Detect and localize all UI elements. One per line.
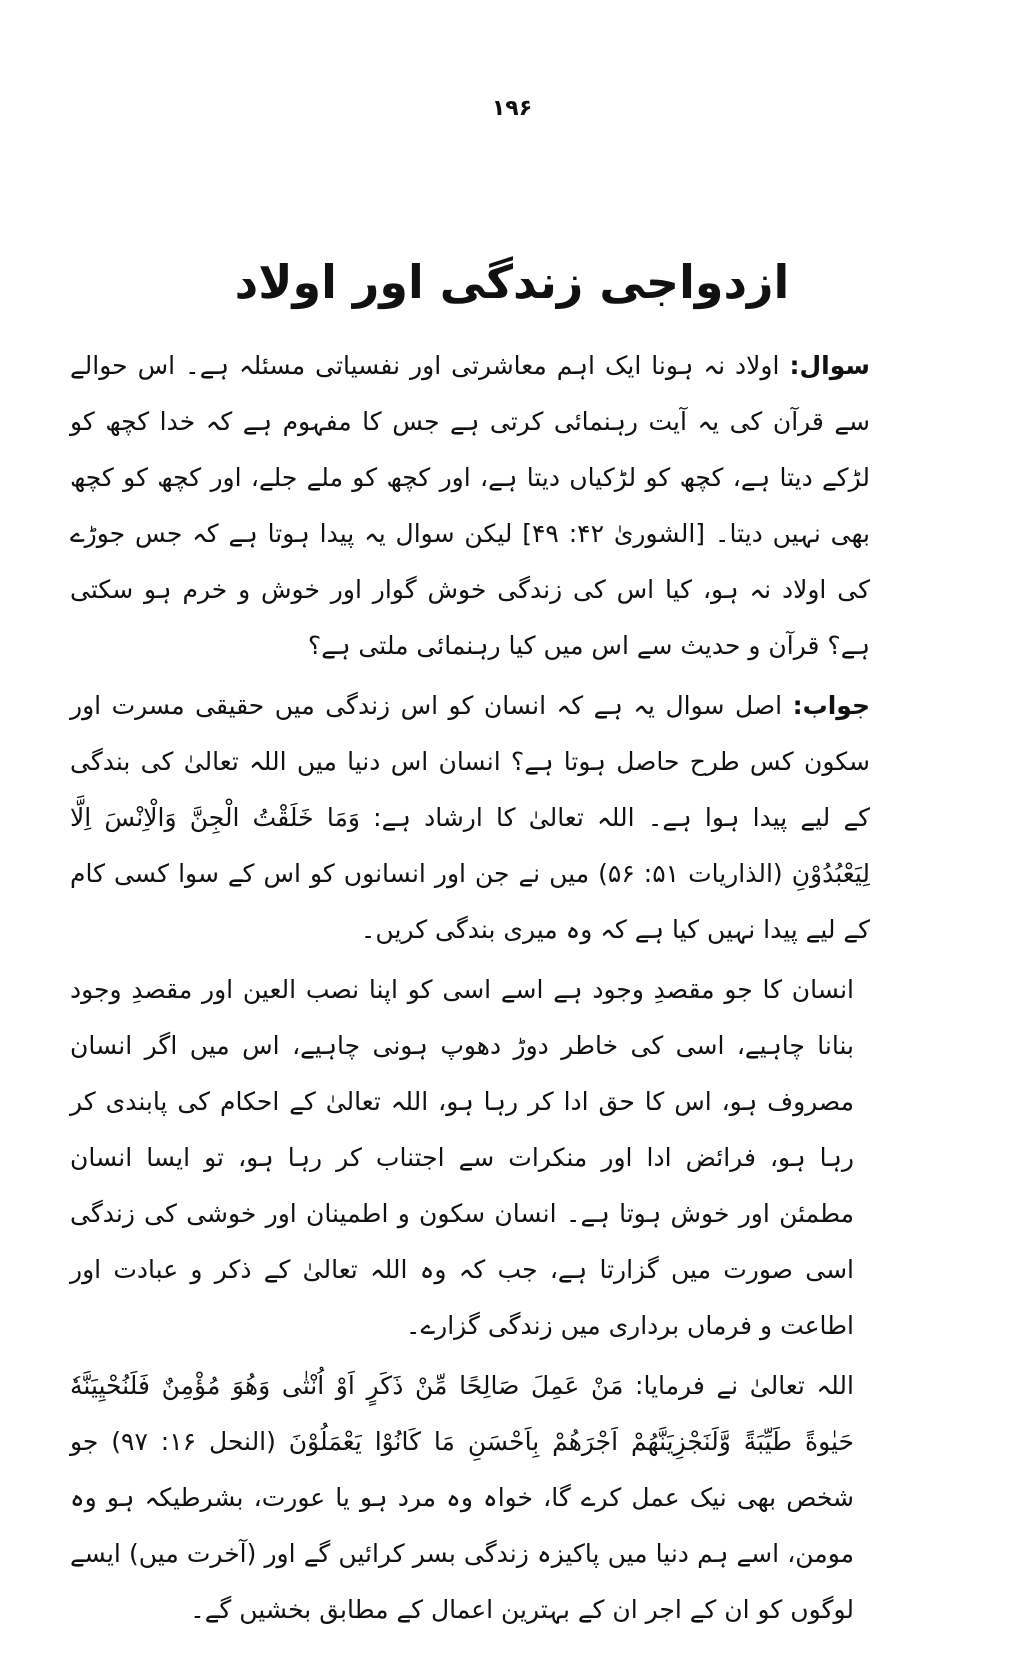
quran-reference-1: (الذاریات ۵۱: ۵۶): [598, 859, 783, 888]
quran-quote-2: مَنْ عَمِلَ صَالِحًا مِّنْ ذَكَرٍ اَوْ اُنْثٰى وَهُوَ مُؤْمِنٌ فَلَنُحْيِيَنَّهٗ حَيٰوةً طَيِّبَةً وَّلَنَجْزِيَنَّهُمْ اَجْرَهُمْ بِاَحْسَنِ مَا كَانُوْا يَعْمَلُوْنَ: [70, 1371, 854, 1456]
paragraph-3-text: جو شخص بھی نیک عمل کرے گا، خواہ وہ مرد ہو یا عورت، بشرطیکہ ہو وہ مومن، اسے ہم دنیا میں پاکیزہ زندگی بسر کرائیں گے اور (آخرت میں) ایسے لوگوں کو ان کے اجر ان کے بہترین اعمال کے مطابق بخشیں گے۔: [70, 1427, 854, 1624]
question-paragraph: [70, 338, 870, 674]
answer-text-2: میں نے جن اور انسانوں کو اس کے سوا کسی کام کے لیے پیدا نہیں کیا ہے کہ وہ میری بندگی کریں۔: [70, 859, 870, 944]
paragraph-2: [70, 962, 870, 1354]
quran-reference-2: (النحل ۱۶: ۹۷): [111, 1427, 276, 1456]
page-number: ۱۹۶: [491, 96, 533, 121]
quran-quote-1: وَمَا خَلَقْتُ الْجِنَّ وَالْاِنْسَ اِلَّا لِيَعْبُدُوْنِ: [70, 803, 871, 888]
paragraph-2-text: انسان کا جو مقصدِ وجود ہے اسے اسی کو اپنا نصب العین اور مقصدِ وجود بنانا چاہیے، اسی کی خاطر دوڑ دھوپ ہونی چاہیے، اس میں اگر انسان مصروف ہو، اس کا حق ادا کر رہا ہو، اللہ تعالیٰ کے احکام کی پابندی کر رہا ہو، فرائض ادا اور منکرات سے اجتناب کر رہا ہو، تو ایسا انسان مطمئن اور خوش ہوتا ہے۔ انسان سکون و اطمینان اور خوشی کی زندگی اسی صورت میں گزارتا ہے، جب کہ وہ اللہ تعالیٰ کے ذکر و عبادت اور اطاعت و فرماں برداری میں زندگی گزارے۔: [70, 975, 854, 1340]
answer-label: جواب:: [792, 691, 870, 720]
paragraph-3-intro: اللہ تعالیٰ نے فرمایا:: [635, 1371, 854, 1400]
question-label: سوال:: [789, 351, 870, 380]
chapter-title: ازدواجی زندگی اور اولاد: [234, 255, 790, 309]
body-text: [70, 338, 870, 1642]
answer-paragraph: [70, 678, 870, 958]
paragraph-3: [70, 1358, 870, 1638]
question-text: اولاد نہ ہونا ایک اہم معاشرتی اور نفسیاتی مسئلہ ہے۔ اس حوالے سے قرآن کی یہ آیت رہنمائی کرتی ہے جس کا مفہوم ہے کہ خدا کچھ کو لڑکے دیتا ہے، کچھ کو لڑکیاں دیتا ہے، اور کچھ کو ملے جلے، اور کچھ کو کچھ بھی نہیں دیتا۔ [الشوریٰ ۴۲: ۴۹] لیکن سوال یہ پیدا ہوتا ہے کہ جس جوڑے کی اولاد نہ ہو، کیا اس کی زندگی خوش گوار اور خوش و خرم ہو سکتی ہے؟ قرآن و حدیث سے اس میں کیا رہنمائی ملتی ہے؟: [70, 351, 870, 660]
answer-text-1: اصل سوال یہ ہے کہ انسان کو اس زندگی میں حقیقی مسرت اور سکون کس طرح حاصل ہوتا ہے؟ انسان اس دنیا میں اللہ تعالیٰ کی بندگی کے لیے پیدا ہوا ہے۔ اللہ تعالیٰ کا ارشاد ہے:: [70, 691, 870, 832]
